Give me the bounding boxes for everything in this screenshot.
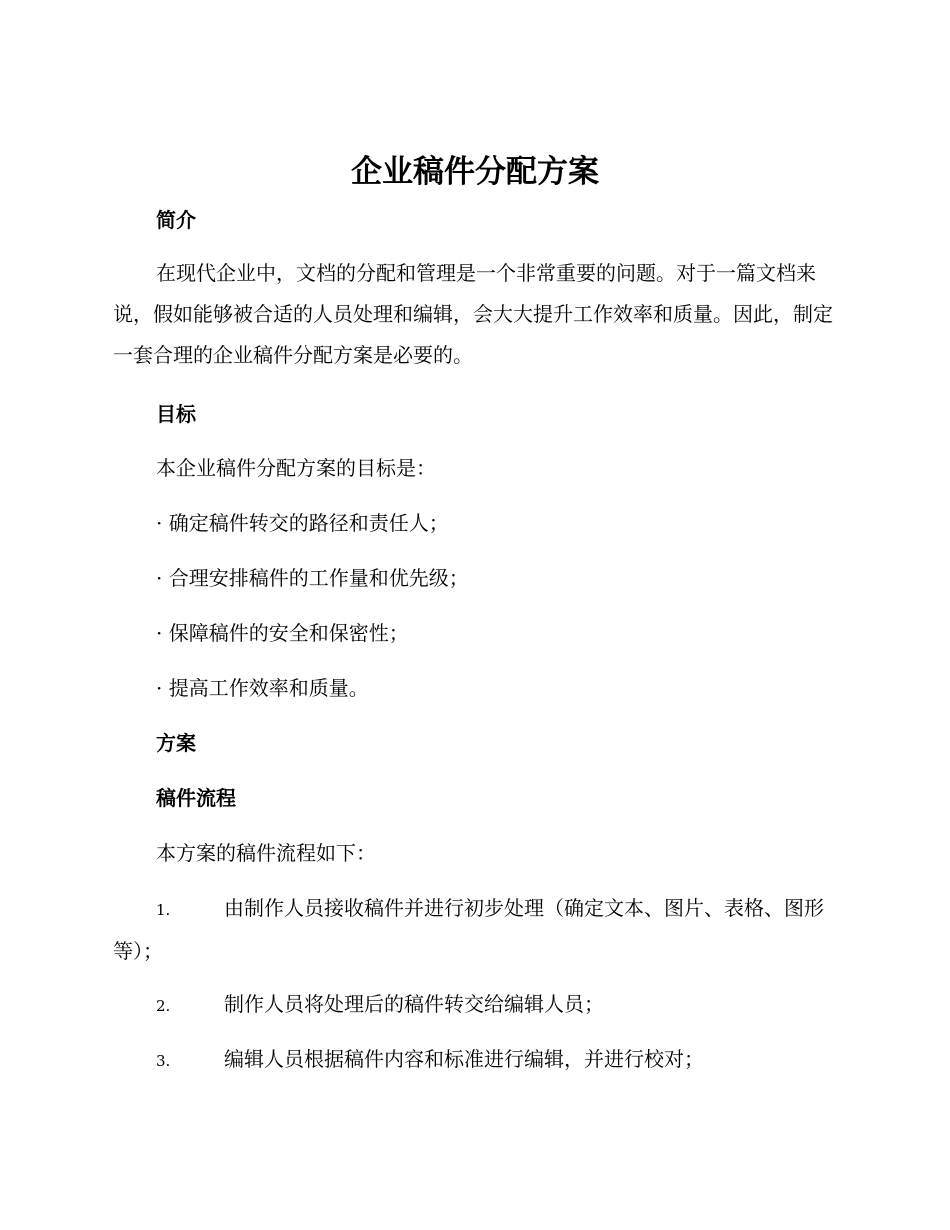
subheading-workflow: 稿件流程: [156, 786, 236, 810]
workflow-step: [113, 888, 838, 972]
step-text: 编辑人员根据稿件内容和标准进行编辑，并进行校对；: [224, 1047, 704, 1071]
workflow-step: [113, 1039, 838, 1082]
goal-list-item: · 确定稿件转交的路径和责任人；: [156, 511, 449, 535]
step-number: 3.: [156, 1052, 171, 1070]
intro-paragraph: 在现代企业中，文档的分配和管理是一个非常重要的问题。对于一篇文档来说，假如能够被合适的人员处理和编辑，会大大提升工作效率和质量。因此，制定一套合理的企业稿件分配方案是必要的。: [113, 261, 833, 367]
step-number: 2.: [156, 997, 171, 1015]
workflow-step: [113, 984, 838, 1027]
goals-lead-text: 本企业稿件分配方案的目标是：: [156, 456, 436, 480]
section-heading-goals: 目标: [156, 402, 196, 426]
step-text: 由制作人员接收稿件并进行初步处理（确定文本、图片、表格、图形等）；: [113, 896, 824, 963]
step-number: 1.: [156, 901, 171, 919]
goal-list-item: · 提高工作效率和质量。: [156, 676, 369, 700]
section-heading-intro: 简介: [156, 208, 196, 232]
step-text: 制作人员将处理后的稿件转交给编辑人员；: [224, 992, 604, 1016]
goal-list-item: · 保障稿件的安全和保密性；: [156, 621, 409, 645]
goal-list-item: · 合理安排稿件的工作量和优先级；: [156, 566, 469, 590]
document-title: 企业稿件分配方案: [351, 154, 599, 190]
workflow-lead-text: 本方案的稿件流程如下：: [156, 841, 376, 865]
section-heading-plan: 方案: [156, 731, 196, 755]
